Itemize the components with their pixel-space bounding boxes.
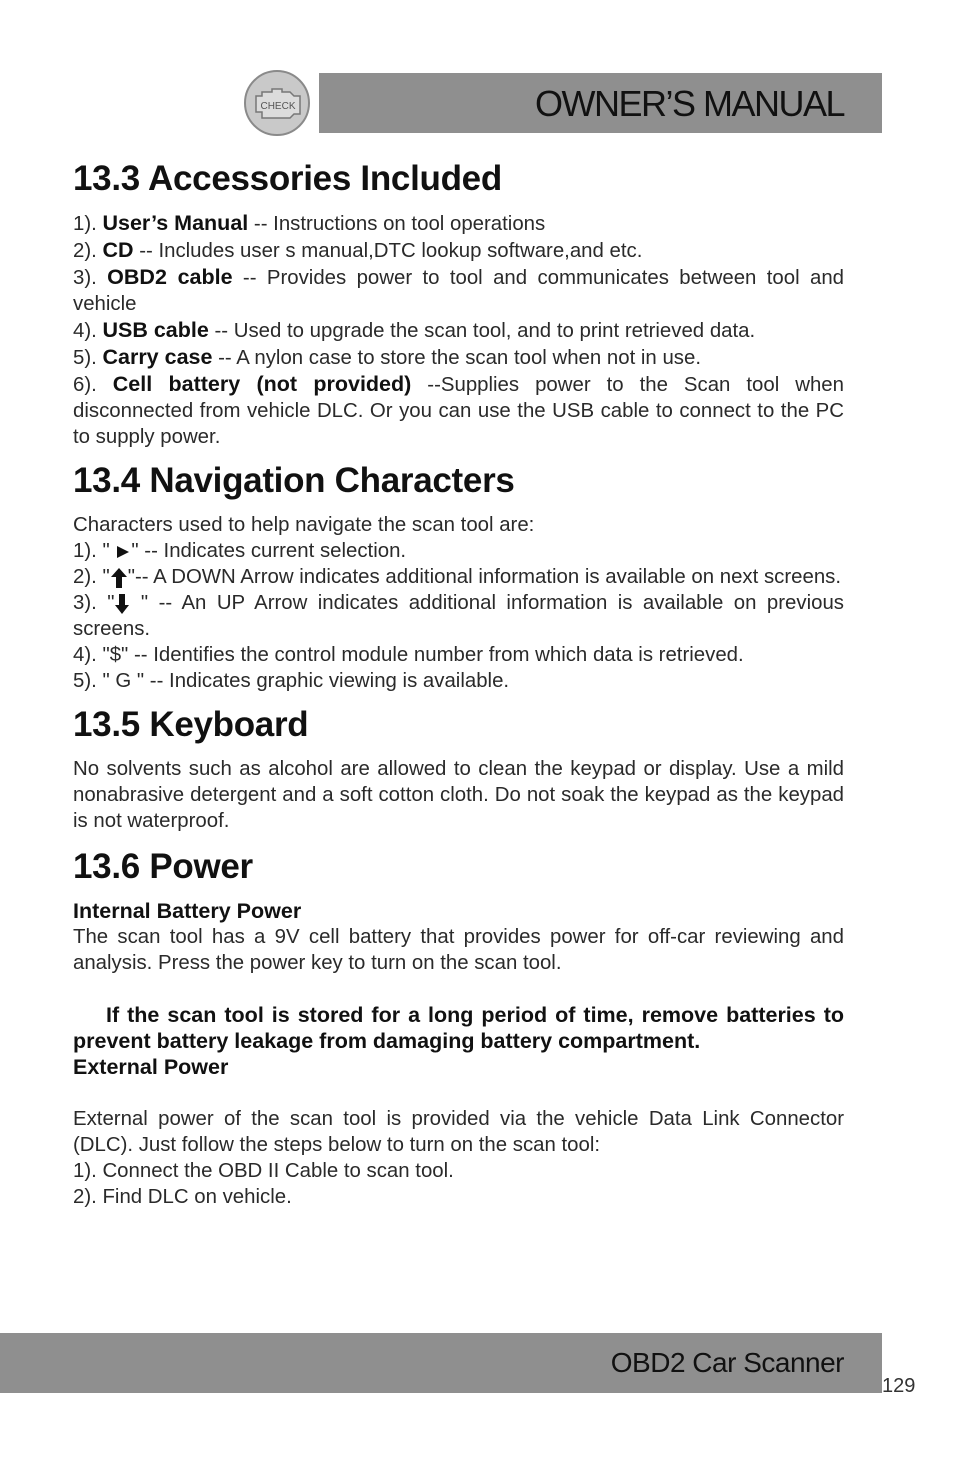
list-item: 1). User’s Manual -- Instructions on tool operations — [73, 211, 546, 235]
section-power — [73, 842, 844, 1210]
list-item: 2). " "-- A DOWN Arrow indicates additional information is available on next screens. — [73, 566, 842, 588]
triangle-right-icon — [115, 544, 131, 560]
warning-text: If the scan tool is stored for a long period of time, remove batteries to prevent battery leakage from damaging battery compartment. — [73, 1003, 844, 1053]
check-engine-icon — [244, 70, 310, 136]
list-item: 2). CD -- Includes user s manual,DTC lookup software,and etc. — [73, 238, 643, 262]
page-content — [73, 154, 844, 1212]
section-body: The scan tool has a 9V cell battery that provides power for off-car reviewing and analysis. Press the power key to turn on the scan tool. — [73, 926, 844, 974]
page-number: 129 — [882, 1375, 916, 1397]
section-accessories — [73, 154, 844, 450]
section-intro: Characters used to help navigate the scan tool are: — [73, 514, 535, 536]
section-keyboard — [73, 700, 844, 834]
subheading-external: External Power — [73, 1055, 229, 1079]
header-bar — [319, 73, 882, 133]
badge-text: CHECK — [260, 101, 296, 112]
section-title-navigation: 13.4 Navigation Characters — [73, 461, 515, 500]
list-item: 3). OBD2 cable -- Provides power to tool and communicates between tool and vehicle — [73, 265, 845, 315]
list-item: 4). USB cable -- Used to upgrade the scan tool, and to print retrieved data. — [73, 318, 756, 342]
list-item: 1). Connect the OBD II Cable to scan tool. — [73, 1160, 454, 1182]
section-title-power: 13.6 Power — [73, 847, 253, 886]
section-body: No solvents such as alcohol are allowed to clean the keypad or display. Use a mild nonabrasive detergent and a soft cotton cloth. Do not soak the keypad as the keypad is not waterproof. — [73, 758, 844, 832]
section-title-keyboard: 13.5 Keyboard — [73, 705, 309, 744]
product-name: OBD2 Car Scanner — [610, 1347, 844, 1378]
list-item: 3). " " -- An UP Arrow indicates additional information is available on previous screens. — [73, 592, 844, 640]
subheading-internal: Internal Battery Power — [73, 899, 302, 923]
list-item: 5). Carry case -- A nylon case to store the scan tool when not in use. — [73, 345, 701, 369]
section-body: External power of the scan tool is provided via the vehicle Data Link Connector (DLC). Just follow the steps below to turn on the scan tool: — [73, 1108, 844, 1156]
arrow-up-icon — [110, 567, 128, 589]
section-navigation — [73, 456, 844, 694]
arrow-down-icon — [114, 593, 130, 615]
list-item: 6). Cell battery (not provided) --Supplies power to the Scan tool when disconnected from vehicle DLC. Or you can use the USB cable to connect to the PC to supply power. — [73, 372, 844, 448]
footer-bar — [0, 1333, 882, 1393]
list-item: 5). " G " -- Indicates graphic viewing is available. — [73, 670, 510, 692]
list-item: 4). "$" -- Identifies the control module number from which data is retrieved. — [73, 644, 744, 666]
manual-title: OWNER’S MANUAL — [534, 83, 844, 124]
section-title-accessories: 13.3 Accessories Included — [73, 159, 502, 198]
list-item: 1). " " -- Indicates current selection. — [73, 540, 407, 562]
list-item: 2). Find DLC on vehicle. — [73, 1186, 292, 1208]
